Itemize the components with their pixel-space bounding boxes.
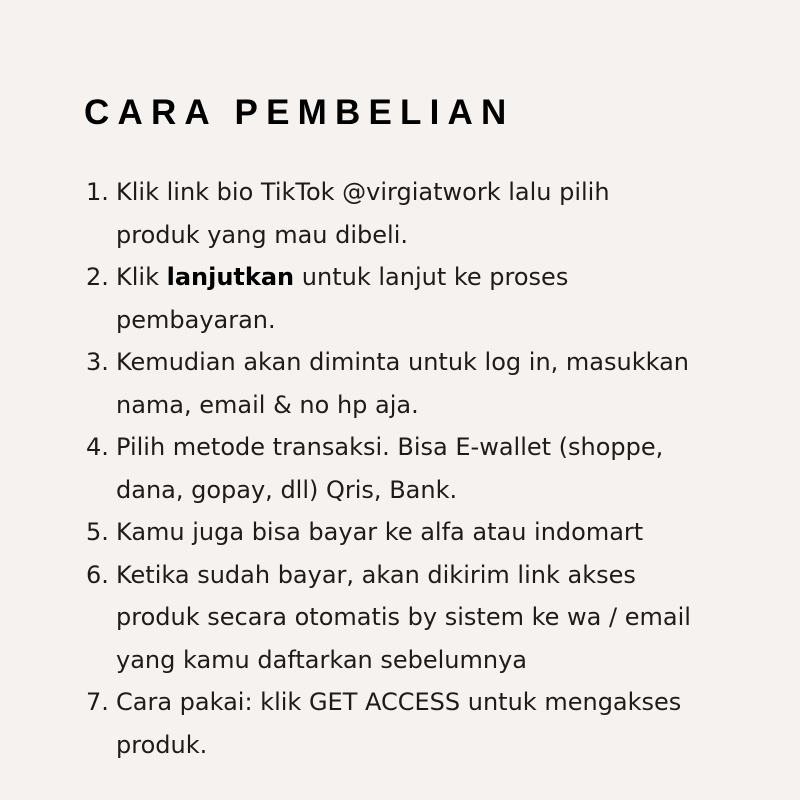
step-3-line-1: Kemudian akan diminta untuk log in, masukkan xyxy=(116,348,689,376)
step-6-text xyxy=(116,554,746,682)
step-7 xyxy=(86,681,746,766)
step-2-text-after: untuk lanjut ke proses xyxy=(294,263,569,291)
step-4-line-1: Pilih metode transaksi. Bisa E-wallet (shoppe, xyxy=(116,433,664,461)
step-1-line-2: produk yang mau dibeli. xyxy=(116,220,409,249)
step-2-line-1 xyxy=(116,256,746,299)
step-7-text xyxy=(116,681,746,766)
step-3 xyxy=(86,341,746,426)
step-6 xyxy=(86,554,746,682)
step-5-number: 5. xyxy=(86,518,109,546)
step-5-line-1: Kamu juga bisa bayar ke alfa atau indomart xyxy=(116,518,644,546)
step-2-text-before: Klik xyxy=(116,263,167,291)
step-5 xyxy=(86,511,746,554)
step-3-line-2: nama, email & no hp aja. xyxy=(116,390,419,419)
step-3-number: 3. xyxy=(86,348,109,376)
step-7-number: 7. xyxy=(86,688,109,716)
step-4 xyxy=(86,426,746,511)
step-2-text xyxy=(116,256,746,341)
step-1 xyxy=(86,171,746,256)
step-6-line-1: Ketika sudah bayar, akan dikirim link akses xyxy=(116,560,636,589)
step-4-number: 4. xyxy=(86,433,109,461)
step-1-line-1: Klik link bio TikTok @virgiatwork lalu pilih xyxy=(116,178,610,206)
step-3-text xyxy=(116,341,746,426)
purchase-steps-list xyxy=(86,171,746,766)
step-4-line-2: dana, gopay, dll) Qris, Bank. xyxy=(116,475,458,504)
page-title: CARA PEMBELIAN xyxy=(84,93,515,132)
step-2 xyxy=(86,256,746,341)
step-5-text xyxy=(116,511,746,554)
step-6-number: 6. xyxy=(86,560,109,589)
step-6-line-3: yang kamu daftarkan sebelumnya xyxy=(116,645,528,674)
step-2-line-2: pembayaran. xyxy=(116,305,276,334)
step-1-number: 1. xyxy=(86,178,109,206)
step-6-line-2: produk secara otomatis by sistem ke wa / email xyxy=(116,603,691,631)
step-7-line-1: Cara pakai: klik GET ACCESS untuk mengakses xyxy=(116,688,682,716)
step-2-number: 2. xyxy=(86,263,109,291)
step-2-bold-action: lanjutkan xyxy=(166,263,295,291)
step-4-text xyxy=(116,426,746,511)
step-1-text xyxy=(116,171,746,256)
step-7-line-2: produk. xyxy=(116,730,208,759)
